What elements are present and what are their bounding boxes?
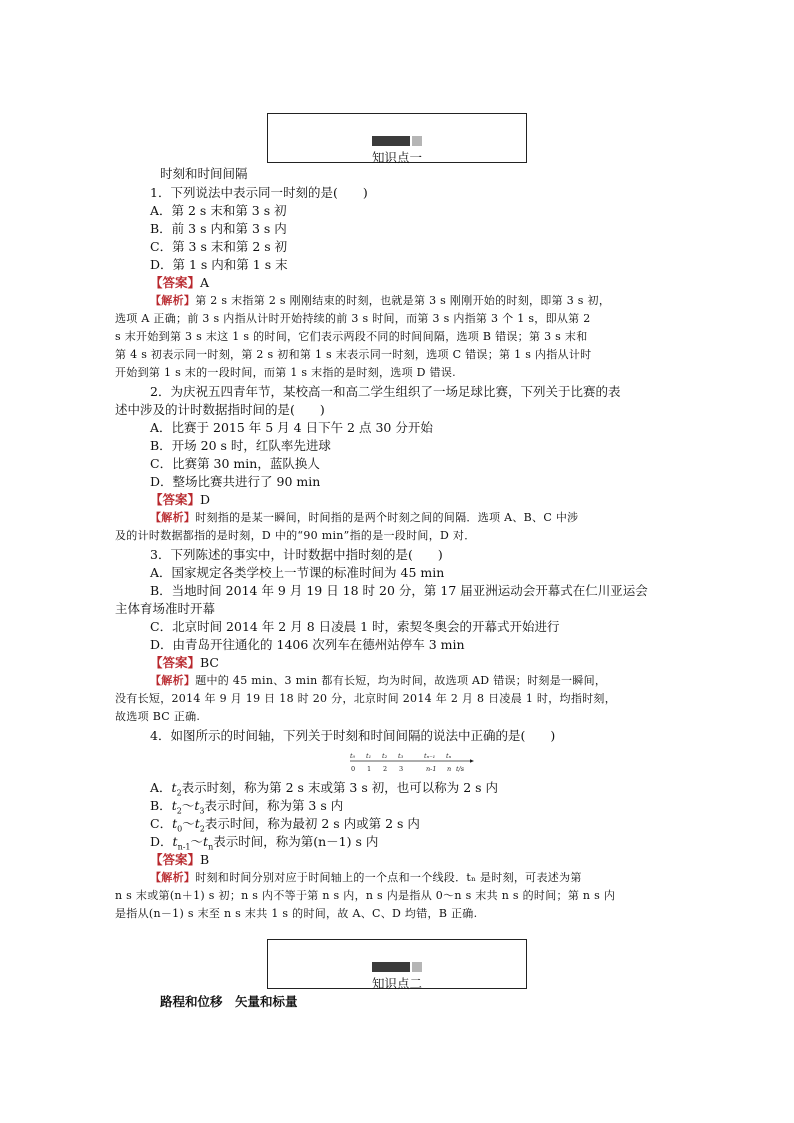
analysis-text: 时刻指的是某一瞬间，时间指的是两个时刻之间的间隔．选项 A、B、C 中涉: [195, 511, 579, 524]
question-3-option-d: D．由青岛开往通化的 1406 次列车在德州站停车 3 min: [150, 637, 465, 652]
section-bar-icon: [372, 962, 422, 972]
analysis-text: 题中的 45 min、3 min 都有长短，均为时间，故选项 AD 错误；时刻是一瞬间，: [195, 674, 607, 687]
question-4-option-a: A．$t_2$表示时刻，称为第 2 s 末或第 3 s 初，也可以称为 2 s 内: [150, 780, 499, 798]
question-1-analysis-line: 第 4 s 初表示同一时刻，第 2 s 初和第 1 s 末表示同一时刻，选项 C 错误；第 1 s 内指从计时: [115, 348, 592, 361]
question-4-option-b: B．$t_2\sim t_3$表示时间，称为第 3 s 内: [150, 798, 344, 816]
question-4-stem: 4．如图所示的时间轴，下列关于时刻和时间间隔的说法中正确的是( ): [150, 728, 556, 743]
knowledge-point-box-2: [267, 939, 527, 989]
question-1-analysis-line: s 末开始到第 3 s 末这 1 s 的时间，它们表示两段不同的时间间隔，选项 B 错误；第 3 s 末和: [115, 330, 588, 343]
axis-top-label: t₃: [398, 752, 404, 760]
question-2-stem-cont: 述中涉及的计时数据指时间的是( ): [115, 402, 325, 417]
answer-tag: 【答案】: [150, 852, 201, 867]
option-text: 表示时间，称为最初 2 s 内或第 2 s 内: [204, 816, 420, 831]
section-title: 时刻和时间间隔: [160, 166, 248, 181]
question-1-answer: [150, 274, 209, 291]
subscript: 3: [199, 806, 205, 816]
subscript: n: [208, 842, 214, 852]
question-1-option-b: B．前 3 s 内和第 3 s 内: [150, 221, 287, 236]
question-2-option-b: B．开场 20 s 时，红队率先进球: [150, 438, 331, 453]
question-4-analysis-line: [150, 870, 582, 886]
option-text: 表示时刻，称为第 2 s 末或第 3 s 初，也可以称为 2 s 内: [181, 780, 499, 795]
question-3-analysis-line: 没有长短，2014 年 9 月 19 日 18 时 20 分，北京时间 2014 年 2 月 8 日凌晨 1 时，均指时刻，: [115, 692, 617, 705]
analysis-tag: 【解析】: [150, 674, 196, 687]
question-3-answer: [150, 654, 219, 671]
question-2-option-d: D．整场比赛共进行了 90 min: [150, 474, 321, 489]
axis-top-label: t₂: [382, 752, 388, 760]
question-4-analysis-line: n s 末或第(n＋1) s 初；n s 内不等于第 n s 内，n s 内是指从 0～n s 末共 n s 的时间；第 n s 内: [115, 889, 616, 902]
option-text: 表示时间，称为第 3 s 内: [204, 798, 344, 813]
question-1-stem: 1．下列说法中表示同一时刻的是( ): [150, 185, 368, 200]
question-2-answer: [150, 491, 210, 508]
question-3-analysis-line: [150, 673, 606, 689]
answer-value: BC: [200, 655, 219, 670]
answer-tag: 【答案】: [150, 492, 201, 507]
subscript: 2: [176, 806, 182, 816]
question-3-option-b: B．当地时间 2014 年 9 月 19 日 18 时 20 分，第 17 届亚洲运动会开幕式在仁川亚运会: [150, 583, 648, 598]
question-3-option-b-cont: 主体育场准时开幕: [115, 601, 216, 616]
question-2-option-c: C．比赛第 30 min，蓝队换人: [150, 456, 320, 471]
axis-top-label: tₙ₋₁: [424, 752, 436, 760]
question-3-option-a: A．国家规定各类学校上一节课的标准时间为 45 min: [150, 565, 445, 580]
question-3-analysis-line: 故选项 BC 正确.: [115, 710, 201, 723]
knowledge-point-label: 知识点一: [371, 150, 422, 165]
axis-top-label: t₀: [350, 752, 356, 760]
knowledge-point-box-1: [267, 113, 527, 163]
axis-bottom-label: 3: [399, 765, 404, 773]
section-bar-icon: [372, 136, 422, 146]
question-4-option-c: C．$t_0\sim t_2$表示时间，称为最初 2 s 内或第 2 s 内: [150, 816, 420, 834]
axis-bottom-label: 0: [351, 765, 356, 773]
question-2-option-a: A．比赛于 2015 年 5 月 4 日下午 2 点 30 分开始: [150, 420, 433, 435]
question-2-analysis-line: [150, 510, 578, 526]
answer-tag: 【答案】: [150, 655, 201, 670]
option-text: 表示时间，称为第(n－1) s 内: [213, 834, 379, 849]
question-4-option-d: D．$t_{n-1}\sim t_n$表示时间，称为第(n－1) s 内: [150, 834, 379, 852]
answer-value: D: [200, 492, 211, 507]
subscript: 2: [176, 788, 182, 798]
analysis-tag: 【解析】: [150, 871, 196, 884]
subscript: 2: [199, 824, 205, 834]
axis-top-label: tₙ: [446, 752, 452, 760]
question-3-option-c: C．北京时间 2014 年 2 月 8 日凌晨 1 时，索契冬奥会的开幕式开始进行: [150, 619, 560, 634]
axis-bottom-label: 1: [367, 765, 372, 773]
analysis-tag: 【解析】: [150, 294, 196, 307]
question-4-answer: [150, 851, 209, 868]
analysis-text: 时刻和时间分别对应于时间轴上的一个点和一个线段．tₙ 是时刻，可表述为第: [195, 871, 582, 884]
axis-bottom-label: n: [447, 765, 452, 773]
analysis-text: 第 2 s 末指第 2 s 刚刚结束的时刻，也就是第 3 s 刚刚开始的时刻，即第 3 s 初，: [195, 294, 611, 307]
section-title: 路程和位移 矢量和标量: [160, 994, 298, 1009]
question-1-analysis-line: 开始到第 1 s 末的一段时间，而第 1 s 末指的是时刻，选项 D 错误.: [115, 366, 456, 379]
option-letter: A．: [150, 780, 172, 795]
question-2-analysis-line: 及的计时数据都指的是时刻，D 中的“90 min”指的是一段时间，D 对．: [115, 529, 476, 542]
question-1-option-c: C．第 3 s 末和第 2 s 初: [150, 239, 288, 254]
axis-bottom-label: 2: [383, 765, 388, 773]
answer-value: B: [200, 852, 210, 867]
question-1-analysis-line: [150, 293, 610, 309]
question-4-analysis-line: 是指从(n－1) s 末至 n s 末共 1 s 的时间，故 A、C、D 均错，B 正确.: [115, 907, 478, 920]
option-letter: C．: [150, 816, 173, 831]
question-1-option-a: A．第 2 s 末和第 3 s 初: [150, 203, 287, 218]
answer-value: A: [200, 275, 210, 290]
question-1-analysis-line: 选项 A 正确；前 3 s 内指从计时开始持续的前 3 s 时间，而第 3 s 内指第 3 个 1 s，即从第 2: [115, 312, 591, 325]
option-letter: D．: [150, 834, 173, 849]
question-3-stem: 3．下列陈述的事实中，计时数据中指时刻的是( ): [150, 547, 443, 562]
knowledge-point-label: 知识点二: [371, 976, 422, 991]
option-letter: B．: [150, 798, 172, 813]
question-1-option-d: D．第 1 s 内和第 1 s 末: [150, 257, 288, 272]
analysis-tag: 【解析】: [150, 511, 196, 524]
question-2-stem: 2．为庆祝五四青年节，某校高一和高二学生组织了一场足球比赛，下列关于比赛的表: [150, 384, 621, 399]
subscript: 0: [177, 824, 183, 834]
time-axis-arrow: [470, 759, 474, 763]
subscript: n-1: [177, 842, 191, 852]
axis-top-label: t₁: [366, 752, 372, 760]
answer-tag: 【答案】: [150, 275, 201, 290]
axis-bottom-label: n-1: [426, 765, 437, 773]
time-axis-figure: [350, 749, 475, 775]
axis-unit-label: t/s: [456, 765, 465, 773]
